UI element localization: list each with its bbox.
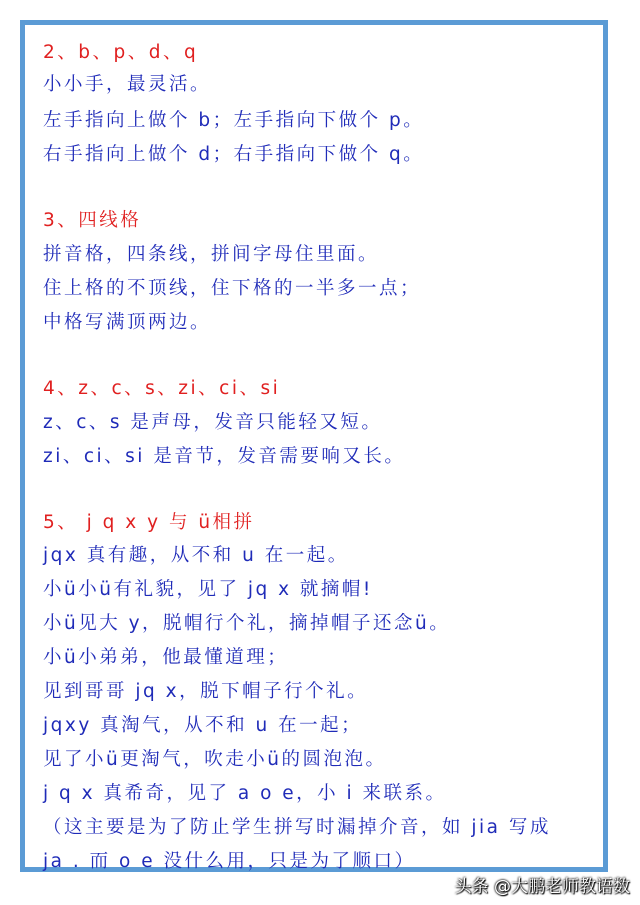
- text-line: z、c、s 是声母，发音只能轻又短。: [43, 412, 383, 433]
- text-line: ja . 而 o e 没什么用，只是为了顺口）: [43, 851, 416, 872]
- text-line: 拼音格，四条线，拼间字母住里面。: [43, 244, 380, 265]
- text-line: 左手指向上做个 b；左手指向下做个 p。: [43, 110, 425, 131]
- section-heading-jqxy: 5、 j q x y 与 ü相拼: [43, 512, 255, 533]
- text-line: 小ü见大 y，脱帽行个礼，摘掉帽子还念ü。: [43, 613, 451, 634]
- text-line: 小小手，最灵活。: [43, 74, 212, 95]
- text-line: 中格写满顶两边。: [43, 312, 212, 333]
- text-line: 见了小ü更淘气，吹走小ü的圆泡泡。: [43, 749, 387, 770]
- text-line: j q x 真希奇，见了 a o e，小 i 来联系。: [43, 783, 447, 804]
- document-frame: [20, 20, 608, 872]
- section-heading-zcs: 4、z、c、s、zi、ci、si: [43, 378, 281, 399]
- text-line: 小ü小ü有礼貌，见了 jq x 就摘帽!: [43, 579, 373, 600]
- text-line: 小ü小弟弟，他最懂道理；: [43, 647, 289, 668]
- text-line: 住上格的不顶线，住下格的一半多一点；: [43, 278, 422, 299]
- text-line: （这主要是为了防止学生拼写时漏掉介音，如 jia 写成: [43, 817, 551, 838]
- watermark: 头条 @大鹏老师教语数: [454, 877, 630, 897]
- text-line: 右手指向上做个 d；右手指向下做个 q。: [43, 144, 425, 165]
- section-heading-bpdq: 2、b、p、d、q: [43, 42, 199, 63]
- section-heading-four-line-grid: 3、四线格: [43, 210, 142, 231]
- text-line: 见到哥哥 jq x，脱下帽子行个礼。: [43, 681, 369, 702]
- text-line: jqxy 真淘气，从不和 u 在一起；: [43, 715, 363, 736]
- text-line: zi、ci、si 是音节，发音需要响又长。: [43, 446, 406, 467]
- text-line: jqx 真有趣，从不和 u 在一起。: [43, 545, 349, 566]
